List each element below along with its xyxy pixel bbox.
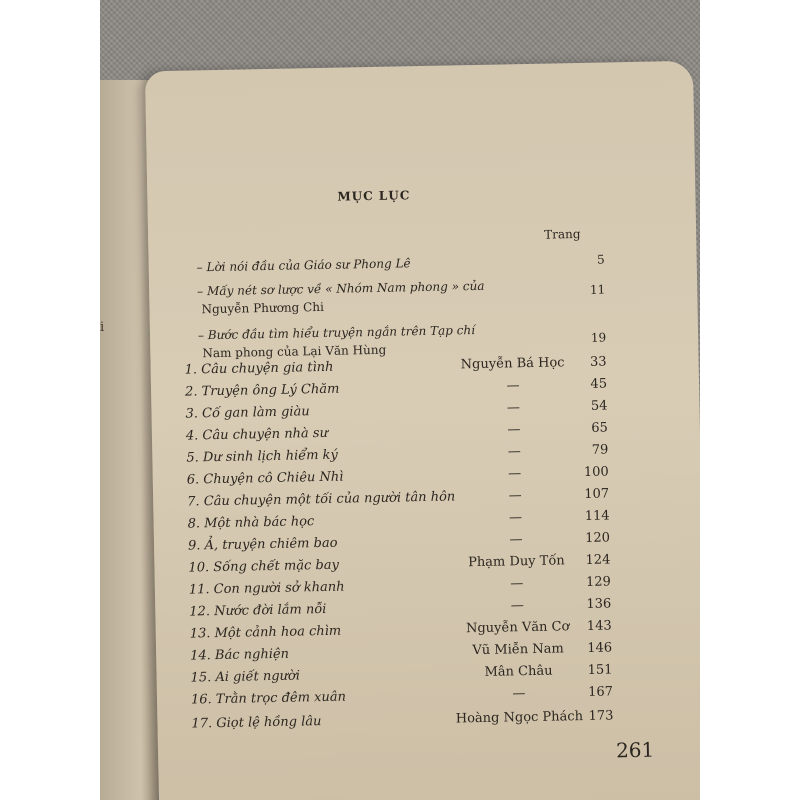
- entry-page: 173: [588, 708, 614, 724]
- entry-page: 65: [591, 420, 609, 436]
- entry-title: 8. Một nhà bác học: [187, 514, 315, 532]
- entry-page: 129: [585, 574, 611, 590]
- entry-page: 124: [585, 552, 611, 568]
- entry-title: 7. Câu chuyện một tối của người tân hôn: [187, 489, 456, 510]
- book-photo: [100, 0, 700, 800]
- entry-page: 151: [587, 662, 613, 678]
- entry-author: —: [508, 466, 522, 482]
- entry-page: 54: [590, 398, 608, 414]
- entry-page: 136: [586, 596, 612, 612]
- entry-page: 100: [583, 464, 609, 480]
- entry-author: —: [507, 422, 521, 438]
- table-of-contents-page: [145, 61, 700, 800]
- entry-author: Mân Châu: [484, 663, 553, 680]
- entry-page: 114: [584, 508, 610, 524]
- entry-title: 4. Câu chuyện nhà sư: [185, 425, 329, 444]
- entry-author: —: [510, 576, 524, 592]
- entry-page: 45: [590, 376, 608, 392]
- entry-author: Nguyễn Bá Học: [460, 355, 565, 373]
- entry-author: —: [508, 510, 523, 526]
- entry-author: Hoàng Ngọc Phách: [455, 709, 584, 727]
- entry-author: Nguyễn Văn Cơ: [465, 619, 570, 637]
- entry-title: 2. Truyện ông Lý Chăm: [184, 381, 340, 400]
- entry-page: 33: [589, 354, 607, 370]
- entry-author: —: [506, 378, 520, 394]
- entry-page: 120: [585, 530, 611, 546]
- entry-author: —: [508, 488, 522, 504]
- entry-title: – Mấy nét sơ lược về « Nhóm Nam phong » của: [197, 278, 485, 299]
- entry-title: 3. Cố gan làm giàu: [185, 404, 310, 422]
- entry-title: 5. Dư sinh lịch hiểm ký: [186, 447, 338, 466]
- page-number: 261: [615, 737, 655, 763]
- entry-title: 15. Ai giết người: [190, 668, 301, 686]
- entry-page: 107: [584, 486, 610, 502]
- entry-title: 1. Câu chuyện gia tình: [184, 359, 334, 378]
- intro-entry: [150, 319, 698, 361]
- entry-title: 10. Sống chết mặc bay: [188, 557, 340, 576]
- entry-title: – Bước đầu tìm hiểu truyện ngắn trên Tạp chí: [197, 323, 476, 343]
- entry-author: —: [507, 444, 521, 460]
- entry-title-line2: Nam phong của Lại Văn Hùng: [202, 342, 387, 361]
- entry-author: Vũ Miễn Nam: [472, 641, 564, 659]
- entry-title: 13. Một cảnh hoa chìm: [189, 623, 342, 642]
- entry-page: 11: [589, 282, 606, 297]
- entry-page: 79: [591, 442, 609, 458]
- entry-page: 19: [590, 330, 607, 345]
- entry-author: —: [509, 532, 523, 548]
- entry-author: —: [512, 686, 526, 702]
- entry-title: – Lời nói đầu của Giáo sư Phong Lê: [196, 256, 411, 275]
- entry-author: —: [510, 598, 524, 614]
- entry-title: 14. Bác nghiện: [190, 646, 290, 664]
- page-inner: [145, 61, 700, 800]
- entry-page: 5: [596, 252, 605, 267]
- entry-author: Phạm Duy Tốn: [467, 553, 565, 571]
- left-page-fragment: i: [100, 320, 105, 335]
- entry-title-line2: Nguyễn Phương Chi: [201, 299, 324, 317]
- entry-page: 143: [586, 618, 612, 634]
- entry-title: 9. Ả, truyện chiêm bao: [187, 535, 338, 554]
- entry-page: 167: [587, 684, 614, 700]
- page-title: MỤC LỤC: [337, 188, 411, 204]
- entry-title: 11. Con người sở khanh: [188, 579, 345, 598]
- page-column-header: Trang: [544, 226, 581, 242]
- entry-title: 16. Trằn trọc đêm xuân: [190, 689, 347, 708]
- entry-page: 146: [587, 640, 613, 656]
- entry-title: 12. Nước đời lắm nỗi: [189, 601, 327, 620]
- entry-title: 17. Giọt lệ hồng lâu: [191, 714, 322, 732]
- entry-author: —: [506, 400, 521, 416]
- entry-title: 6. Chuyện cô Chiêu Nhì: [186, 469, 344, 488]
